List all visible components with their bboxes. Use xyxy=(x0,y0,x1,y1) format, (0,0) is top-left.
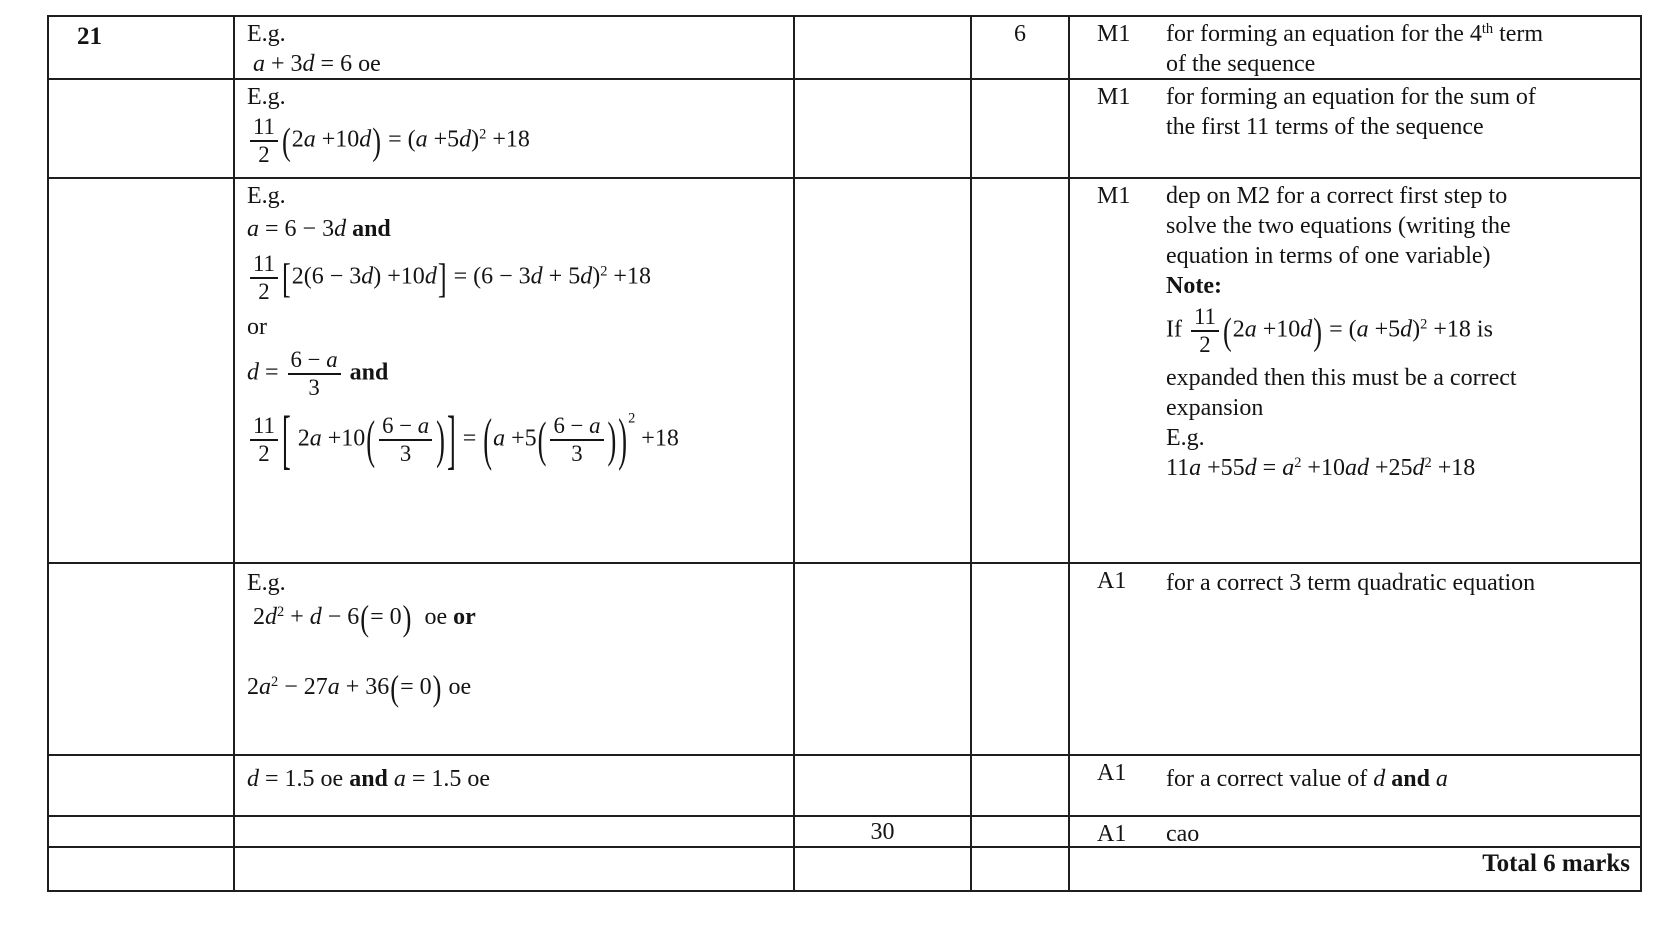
final-answer-cell: 30 xyxy=(795,817,972,848)
note-text: for forming an equation for the 4th term of the sequence xyxy=(1166,21,1544,77)
mark-code: A1 xyxy=(1097,568,1127,594)
answer-cell-row7 xyxy=(795,848,972,890)
question-cell-row3 xyxy=(49,179,235,564)
mark-code: M1 xyxy=(1097,84,1131,110)
note-text: for a correct 3 term quadratic equation xyxy=(1166,570,1536,596)
marks-cell-row2 xyxy=(972,80,1070,179)
working-cell-row6 xyxy=(235,817,795,848)
notes-cell-row6 xyxy=(1070,817,1640,848)
notes-cell-row1 xyxy=(1070,17,1640,80)
question-number-cell: 21 xyxy=(49,17,235,80)
working-cell-row3: E.g. a = 6 − 3d and $\frac{11}{2}$ $[2(6 - 3d) +10d] = (6 - 3d + 5d)^2 +18$ or d = $\frac{6 - a}{3}$ and $\frac{11}{2}$ [ 2a +10( $\frac{6 - a}{3}$ )] = (a +5( $\frac{6 - a}{3}$ ))$^2$ +18 xyxy=(235,179,795,564)
mark-code: A1 xyxy=(1097,821,1127,847)
total-marks-label: Total 6 marks xyxy=(1482,850,1630,877)
note-text: for a correct value of d and a xyxy=(1166,766,1448,792)
mark-code: A1 xyxy=(1097,760,1127,786)
answer-cell-row2 xyxy=(795,80,972,179)
question-cell-row7 xyxy=(49,848,235,890)
answer-cell-row4 xyxy=(795,564,972,756)
marks-cell-row4 xyxy=(972,564,1070,756)
working-cell-row4: E.g. $2d^2 + d - 6(= 0)$ oe or $2a^2 - 27a + 36(= 0)$ oe xyxy=(235,564,795,756)
working-cell-row7 xyxy=(235,848,795,890)
working-cell-row1: E.g. a + 3d = 6 oe xyxy=(235,17,795,80)
notes-cell-row5 xyxy=(1070,756,1640,817)
marks-total-cell: 6 xyxy=(972,17,1070,80)
marks-cell-row3 xyxy=(972,179,1070,564)
marks-cell-row5 xyxy=(972,756,1070,817)
mark-code: M1 xyxy=(1097,183,1131,209)
answer-cell-row1 xyxy=(795,17,972,80)
question-cell-row2 xyxy=(49,80,235,179)
answer-cell-row3 xyxy=(795,179,972,564)
notes-cell-row2 xyxy=(1070,80,1640,179)
marks-cell-row7 xyxy=(972,848,1070,890)
notes-cell-row4 xyxy=(1070,564,1640,756)
question-cell-row6 xyxy=(49,817,235,848)
note-text: cao xyxy=(1166,821,1200,847)
marks-cell-row6 xyxy=(972,817,1070,848)
answer-cell-row5 xyxy=(795,756,972,817)
notes-cell-row3 xyxy=(1070,179,1640,564)
working-cell-row5: d = 1.5 oe and a = 1.5 oe xyxy=(235,756,795,817)
note-text: dep on M2 for a correct first step to solve the two equations (writing the equation in terms of one variable) Note: If $\frac{11}{2}$ $(2a +10d) = (a +5d)^2 +18$ is expanded then this must be a correct expansion E.g. $11a +55d = a^2 +10ad +25d^2 +18$ xyxy=(1166,183,1517,481)
working-cell-row2: E.g. $\frac{11}{2}$ $(2a +10d) = (a +5d)^2 +18$ xyxy=(235,80,795,179)
note-text: for forming an equation for the sum of the first 11 terms of the sequence xyxy=(1166,84,1536,140)
mark-code: M1 xyxy=(1097,21,1131,47)
question-cell-row4 xyxy=(49,564,235,756)
question-cell-row5 xyxy=(49,756,235,817)
mark-scheme-table xyxy=(47,15,1642,892)
